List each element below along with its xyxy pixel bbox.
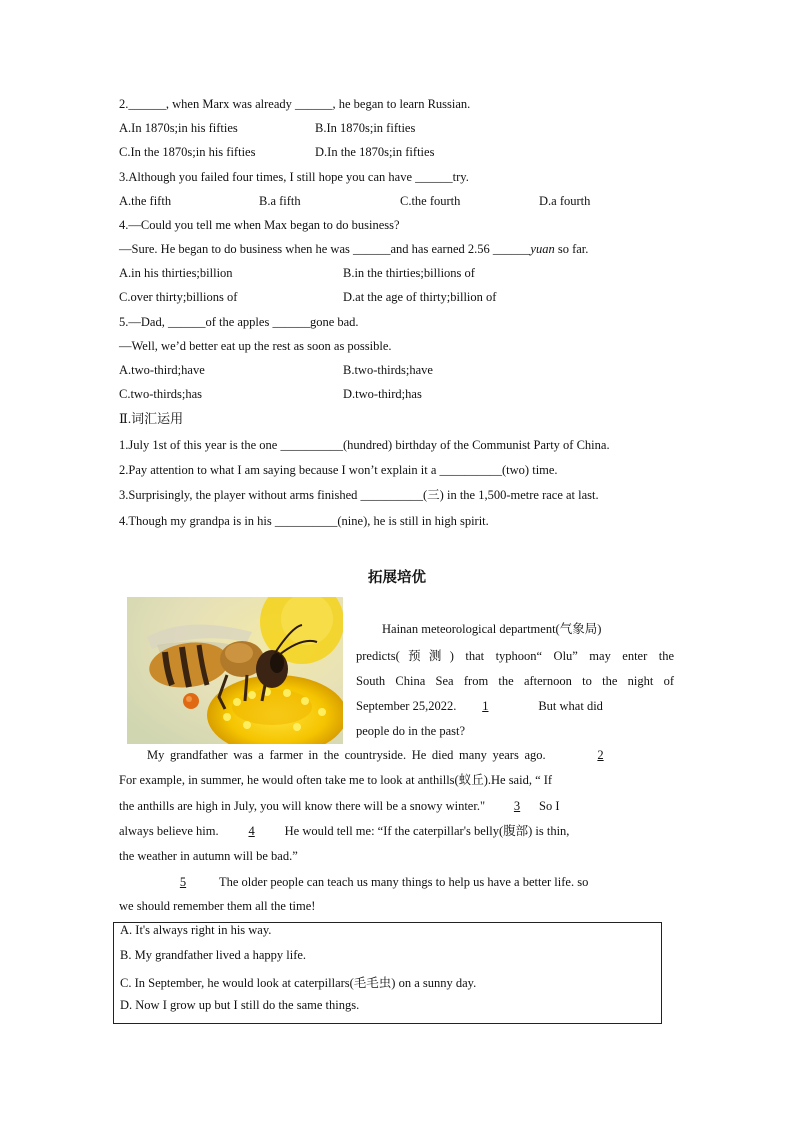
vocab-item-3: 3.Surprisingly, the player without arms finished __________(三) in the 1,500-metre race at last. xyxy=(119,488,599,502)
q4-reply-pre: —Sure. He began to do business when he was ______and has earned 2.56 ______ xyxy=(119,242,531,256)
reading-p2-line-5: the weather in autumn will be bad.” xyxy=(119,849,298,863)
p3-line-1-text: The older people can teach us many things to help us have a better life. so xyxy=(219,875,589,889)
choice-a: A. It's always right in his way. xyxy=(120,923,272,937)
q5-option-a: A.two-third;have xyxy=(119,363,205,377)
choice-c: C. In September, he would look at caterpillars(毛毛虫) on a sunny day. xyxy=(120,976,477,990)
q4-reply-italic: yuan xyxy=(530,242,555,256)
reading-intro-line-2: predicts(预测) that typhoon“ Olu” may enter the xyxy=(356,649,674,663)
vocab-heading: Ⅱ.词汇运用 xyxy=(119,411,184,426)
reading-intro-line-3: South China Sea from the afternoon to the night of xyxy=(356,674,674,688)
q2-option-b: B.In 1870s;in fifties xyxy=(315,121,416,135)
blank-2: 2 xyxy=(597,748,604,762)
reading-p2-line-1 xyxy=(147,743,674,768)
p2-line-1-text: My grandfather was a farmer in the countryside. He died many years ago. xyxy=(147,748,546,762)
q4-reply xyxy=(119,241,588,257)
p2-line-4-pre: always believe him. xyxy=(119,824,219,838)
q5-stem: 5.—Dad, ______of the apples ______gone bad. xyxy=(119,315,359,329)
q5-option-d: D.two-third;has xyxy=(343,387,422,401)
q2-option-a: A.In 1870s;in his fifties xyxy=(119,121,238,135)
q2-option-d: D.In the 1870s;in fifties xyxy=(315,145,435,159)
vocab-item-1: 1.July 1st of this year is the one __________(hundred) birthday of the Communist Party of China. xyxy=(119,438,610,452)
blank-5: 5 xyxy=(179,875,187,889)
reading-p3-line-1 xyxy=(147,870,674,895)
q4-reply-post: so far. xyxy=(554,242,589,256)
choices-box xyxy=(113,922,662,1024)
intro-line-4-pre: September 25,2022. xyxy=(356,699,457,713)
q2-option-c: C.In the 1870s;in his fifties xyxy=(119,145,256,159)
q4-option-c: C.over thirty;billions of xyxy=(119,290,238,304)
q4-option-b: B.in the thirties;billions of xyxy=(343,266,475,280)
bee-photo xyxy=(127,597,343,744)
reading-intro-line-1: Hainan meteorological department(气象局) xyxy=(382,622,602,636)
q4-stem: 4.—Could you tell me when Max began to do business? xyxy=(119,218,400,232)
reading-p2-line-4 xyxy=(119,819,674,844)
vocab-item-2: 2.Pay attention to what I am saying because I won’t explain it a __________(two) time. xyxy=(119,463,558,477)
p2-line-3-text: the anthills are high in July, you will know there will be a snowy winter." xyxy=(119,799,486,813)
bee-illustration xyxy=(127,597,343,744)
reading-intro-line-4 xyxy=(356,694,674,719)
q2-stem: 2.______, when Marx was already ______, he began to learn Russian. xyxy=(119,97,471,111)
blank-4: 4 xyxy=(248,824,255,838)
q4-option-d: D.at the age of thirty;billion of xyxy=(343,290,497,304)
q3-stem: 3.Although you failed four times, I still hope you can have ______try. xyxy=(119,170,469,184)
vocab-item-4: 4.Though my grandpa is in his __________(nine), he is still in high spirit. xyxy=(119,514,489,528)
reading-p3-line-2: we should remember them all the time! xyxy=(119,899,316,913)
intro-line-4-post: But what did xyxy=(538,699,603,713)
q4-option-a: A.in his thirties;billion xyxy=(119,266,233,280)
q5-reply: —Well, we’d better eat up the rest as soon as possible. xyxy=(119,339,392,353)
q3-option-a: A.the fifth xyxy=(119,194,172,208)
choice-b: B. My grandfather lived a happy life. xyxy=(120,948,307,962)
blank-3: 3 xyxy=(513,799,521,813)
q5-option-b: B.two-thirds;have xyxy=(343,363,433,377)
choice-d: D. Now I grow up but I still do the same things. xyxy=(120,998,360,1012)
reading-p2-line-3 xyxy=(119,794,674,819)
q5-option-c: C.two-thirds;has xyxy=(119,387,202,401)
q3-option-c: C.the fourth xyxy=(400,194,461,208)
section-title: 拓展培优 xyxy=(368,570,426,586)
p2-line-3-post: So I xyxy=(539,799,560,813)
blank-1: 1 xyxy=(482,699,489,713)
reading-intro-line-5: people do in the past? xyxy=(356,724,465,738)
reading-p2-line-2: For example, in summer, he would often take me to look at anthills(蚁丘).He said, “ If xyxy=(119,773,553,787)
p2-line-4-post: He would tell me: “If the caterpillar's belly(腹部) is thin, xyxy=(284,824,570,838)
q3-option-b: B.a fifth xyxy=(259,194,301,208)
q3-option-d: D.a fourth xyxy=(539,194,591,208)
